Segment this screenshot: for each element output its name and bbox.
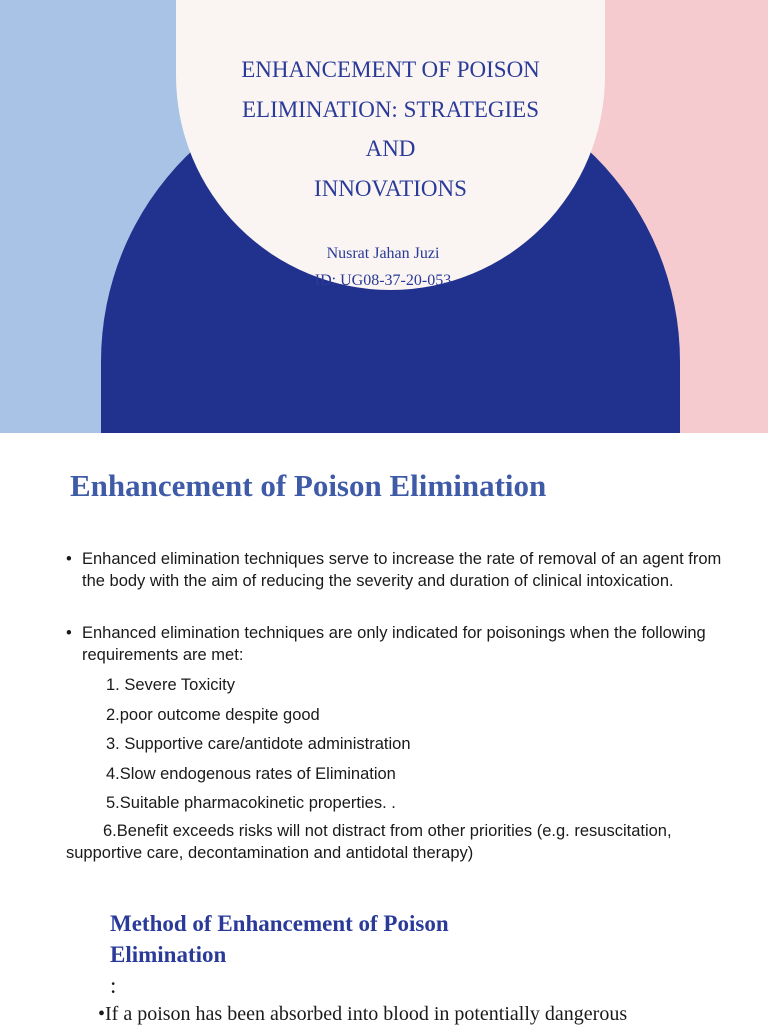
- bullet-item: [66, 622, 738, 666]
- bullet-dot: •: [66, 624, 72, 642]
- subheading-line-2: [110, 939, 449, 1001]
- bullet-item: [66, 548, 738, 592]
- requirements-list: [106, 671, 411, 819]
- subheading-line-1: Method of Enhancement of Poison: [110, 911, 449, 936]
- slide-title-line-1: ENHANCEMENT OF POISON: [241, 57, 540, 82]
- subheading-colon: :: [110, 973, 117, 998]
- bottom-bullet-text: •If a poison has been absorbed into blood in potentially dangerous: [98, 1003, 628, 1025]
- bullet-dot: •: [66, 550, 72, 568]
- slide-title-line-4: INNOVATIONS: [314, 175, 467, 201]
- list-item: 4.Slow endogenous rates of Elimination: [106, 764, 396, 783]
- list-item: 3. Supportive care/antidote administration: [106, 735, 411, 754]
- slide-title: [176, 50, 605, 208]
- slide-title-line-3: AND: [365, 136, 416, 161]
- method-subheading: [110, 908, 449, 1001]
- list-item: 2.poor outcome despite good: [106, 705, 320, 724]
- subheading-line-2-text: Elimination: [110, 942, 227, 967]
- requirement-6: 6.Benefit exceeds risks will not distract from other priorities (e.g. resuscitation, supportive care, decontamination and antidotal therapy): [66, 822, 672, 862]
- list-item: 5.Suitable pharmacokinetic properties. .: [106, 794, 396, 813]
- author-name: Nusrat Jahan Juzi: [326, 245, 440, 262]
- section-heading: Enhancement of Poison Elimination: [70, 468, 547, 503]
- student-id: ID: UG08-37-20-053: [314, 272, 452, 289]
- author-block: [176, 240, 590, 294]
- list-item: 1. Severe Toxicity: [106, 676, 236, 694]
- title-slide: [0, 0, 768, 433]
- slide-title-line-2: ELIMINATION: STRATEGIES: [241, 96, 540, 122]
- bullet-text: Enhanced elimination techniques are only indicated for poisonings when the following requirements are met:: [82, 624, 706, 664]
- bullet-text: Enhanced elimination techniques serve to increase the rate of removal of an agent from the body with the aim of reducing the severity and duration of clinical intoxication.: [82, 550, 722, 590]
